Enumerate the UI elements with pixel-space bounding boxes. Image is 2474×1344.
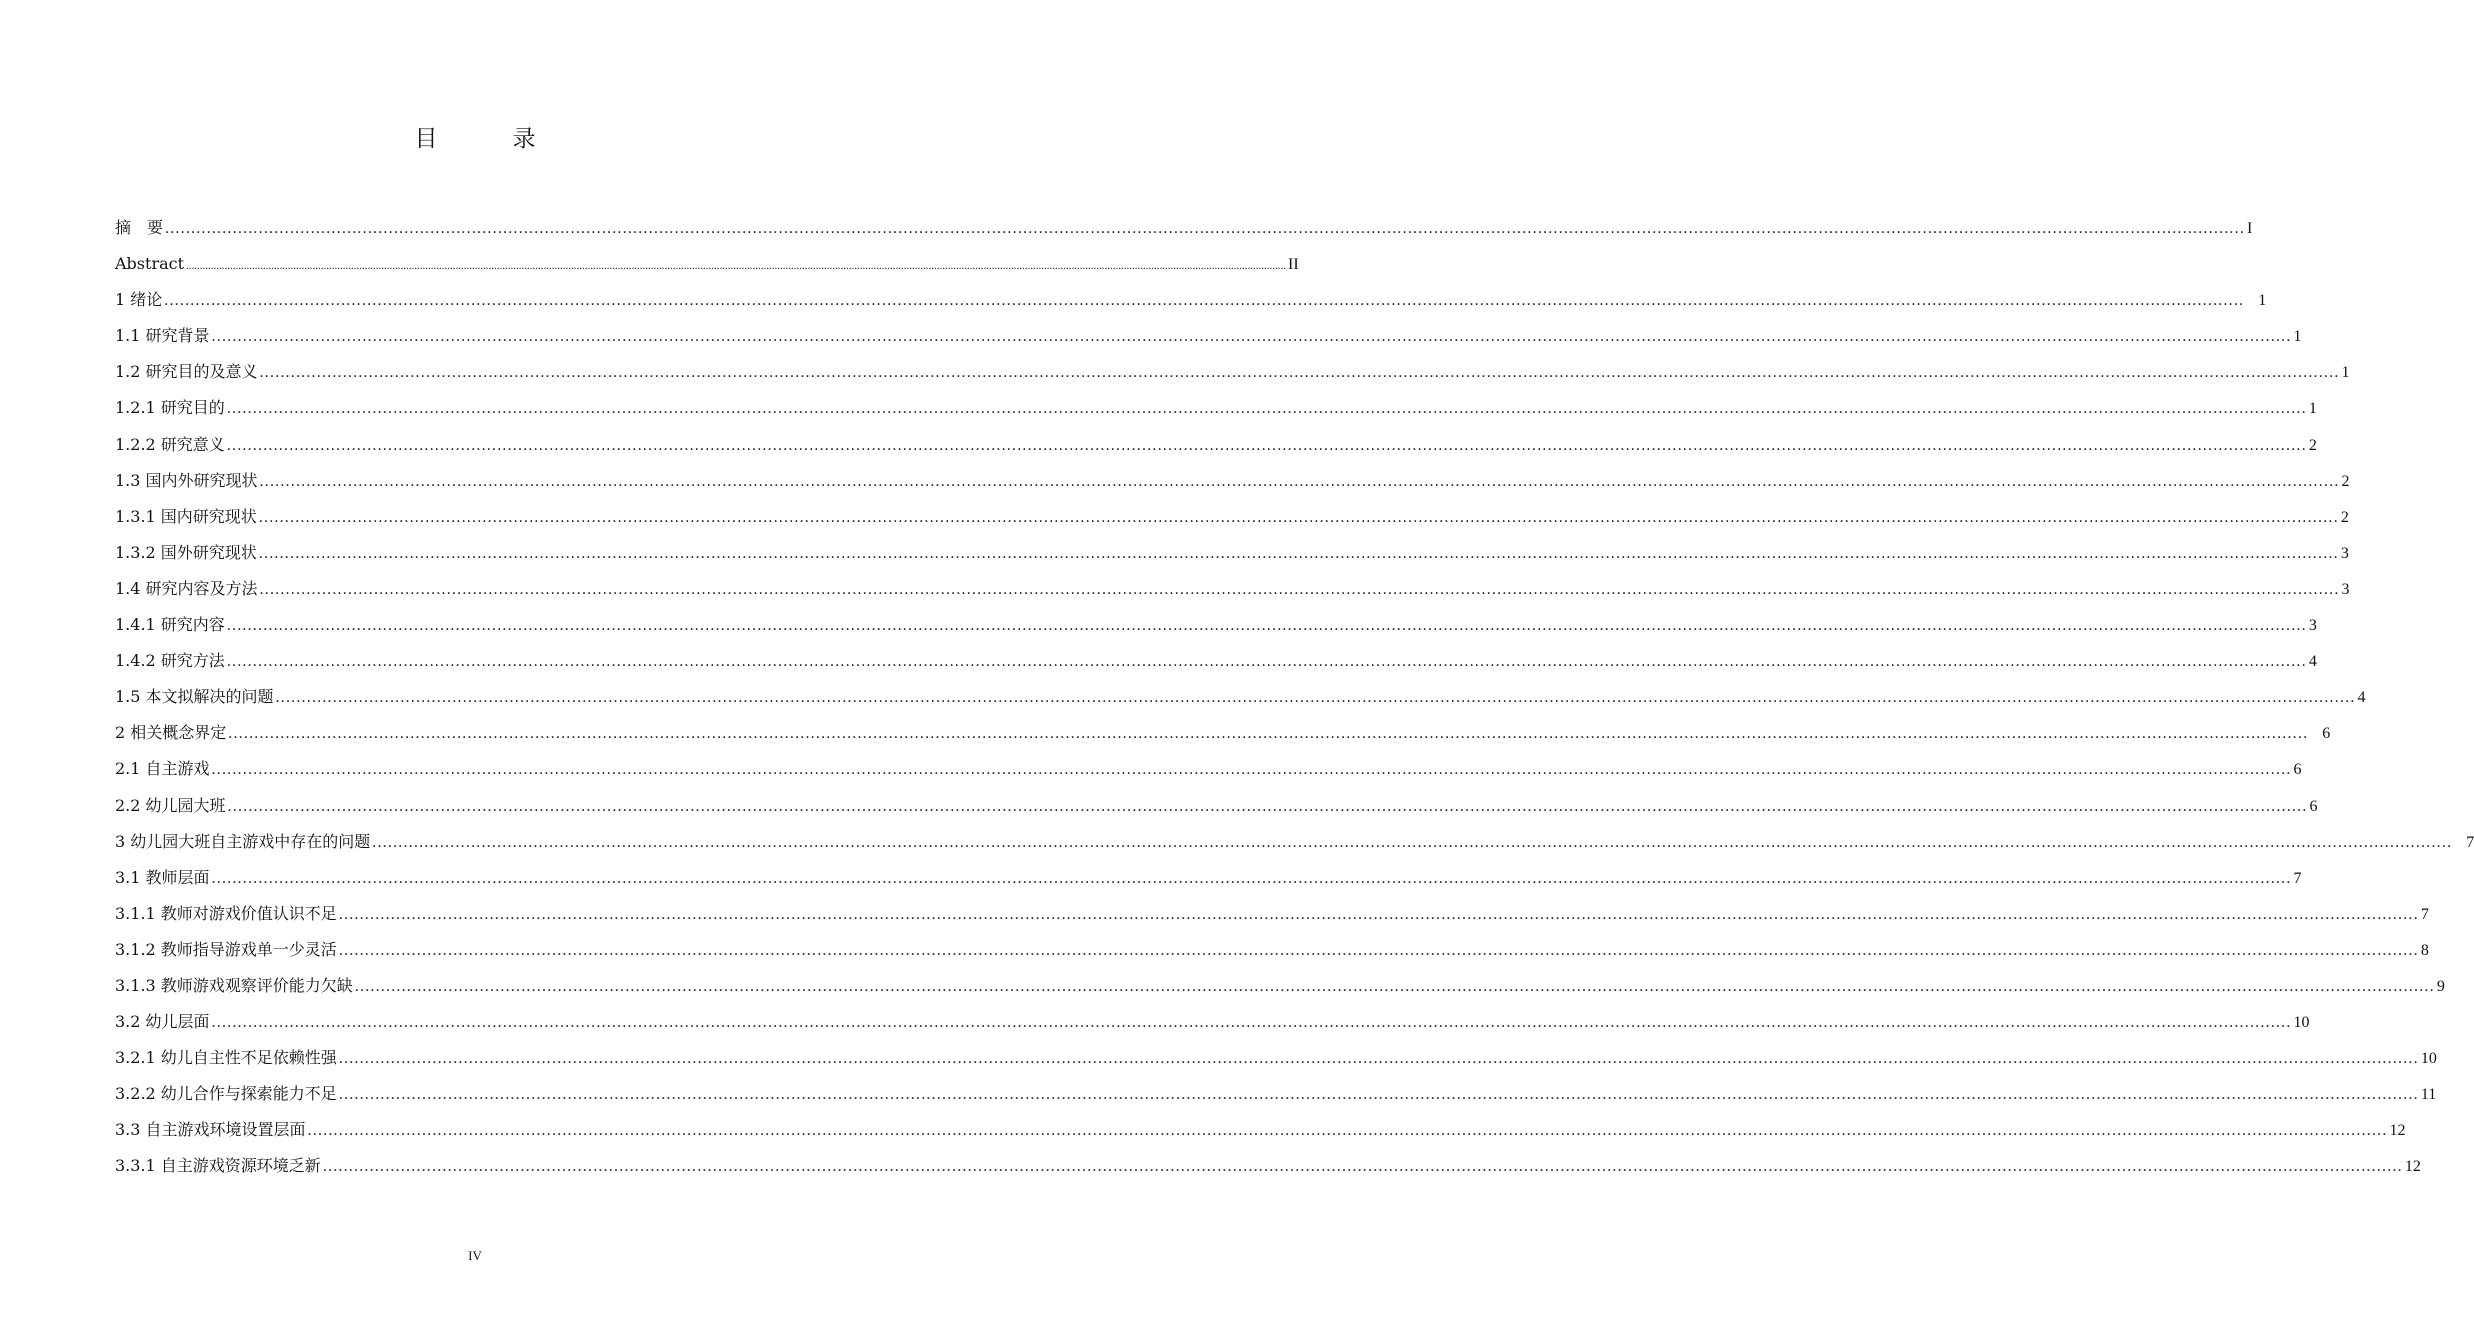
- toc-entry[interactable]: [115, 499, 2349, 535]
- dot-leader: ................................................................................................................................................................................................................................................................................................................................................................................................................: [354, 977, 2435, 995]
- dot-leader: ................................................................................................................................................................................................................................................................................................................................................................................................................: [275, 689, 2356, 707]
- toc-entry[interactable]: [115, 860, 2302, 896]
- toc-entry-page: 2: [2340, 508, 2349, 526]
- toc-entry[interactable]: [115, 1076, 2437, 1112]
- toc-entry[interactable]: [115, 282, 2267, 318]
- toc-entry[interactable]: [115, 246, 1299, 282]
- dot-leader: ................................................................................................................................................................................................................................................................................................................................................................................................................: [307, 1122, 2388, 1140]
- toc-entry[interactable]: [115, 932, 2429, 968]
- toc-entry[interactable]: [115, 643, 2317, 679]
- toc-entry[interactable]: [115, 715, 2331, 751]
- toc-entry-page: 2: [2341, 472, 2350, 490]
- dot-leader: ................................................................................................................................................................................................................................................................................................................................................................................................................: [322, 1158, 2403, 1176]
- dot-leader: ................................................................................................................................................................................................................................................................................................................................................................................................................: [338, 905, 2419, 923]
- toc-entry-page: 6: [2322, 725, 2331, 743]
- toc-entry-page: 6: [2293, 761, 2302, 779]
- toc-entry-page: 12: [2404, 1158, 2421, 1176]
- dot-leader: ................................................................................................................................................................................................................................................................................................................................................................................................................: [211, 328, 2292, 346]
- toc-entry-page: 1: [2308, 400, 2317, 418]
- toc-entry-page: 2: [2308, 436, 2317, 454]
- table-of-contents: [115, 210, 2474, 1185]
- toc-entry-label: 3.3 自主游戏环境设置层面: [115, 1120, 306, 1140]
- toc-entry-label: 1.4.2 研究方法: [115, 651, 225, 671]
- dot-leader: ................................................................................................................................................................................................................................................................................................................................................................................................................: [259, 364, 2340, 382]
- toc-entry-label: 2.2 幼儿园大班: [115, 795, 226, 815]
- toc-entry-label: 2 相关概念界定: [115, 723, 227, 743]
- toc-entry[interactable]: [115, 390, 2317, 426]
- toc-entry[interactable]: [115, 1004, 2310, 1040]
- toc-entry-label: 3.1.3 教师游戏观察评价能力欠缺: [115, 975, 353, 995]
- dot-leader: ................................................................................................................................................................................................................................................................................................................................................................................................................: [186, 260, 1287, 273]
- toc-entry-page: 3: [2341, 580, 2350, 598]
- dot-leader: ................................................................................................................................................................................................................................................................................................................................................................................................................: [258, 508, 2339, 526]
- toc-entry-label: 3.1.2 教师指导游戏单一少灵活: [115, 939, 337, 959]
- toc-entry-label: 3.2.2 幼儿合作与探索能力不足: [115, 1084, 337, 1104]
- toc-entry[interactable]: [115, 571, 2350, 607]
- toc-entry[interactable]: [115, 824, 2474, 860]
- dot-leader: ................................................................................................................................................................................................................................................................................................................................................................................................................: [226, 653, 2307, 671]
- toc-entry-page: 6: [2309, 797, 2318, 815]
- toc-entry-page: 1: [2341, 364, 2350, 382]
- dot-leader: ................................................................................................................................................................................................................................................................................................................................................................................................................: [165, 220, 2246, 237]
- toc-entry[interactable]: [115, 463, 2350, 499]
- page-number: IV: [468, 1248, 482, 1263]
- toc-entry[interactable]: [115, 607, 2317, 643]
- toc-entry-label: 1.1 研究背景: [115, 326, 210, 346]
- toc-entry[interactable]: [115, 788, 2318, 824]
- toc-entry-page: 11: [2420, 1086, 2437, 1104]
- toc-entry-label: 1.3 国内外研究现状: [115, 470, 258, 490]
- page-title: 目 录: [414, 126, 562, 152]
- dot-leader: ................................................................................................................................................................................................................................................................................................................................................................................................................: [338, 1050, 2419, 1068]
- dot-leader: ................................................................................................................................................................................................................................................................................................................................................................................................................: [211, 1014, 2292, 1032]
- toc-entry-label: Abstract: [115, 254, 185, 274]
- toc-entry-label: 1.5 本文拟解决的问题: [115, 687, 274, 707]
- dot-leader: ................................................................................................................................................................................................................................................................................................................................................................................................................: [211, 869, 2292, 887]
- toc-entry[interactable]: [115, 427, 2317, 463]
- toc-entry-label: 3.1 教师层面: [115, 867, 210, 887]
- dot-leader: ................................................................................................................................................................................................................................................................................................................................................................................................................: [372, 833, 2453, 851]
- toc-entry-label: 3.2 幼儿层面: [115, 1012, 210, 1032]
- toc-entry-page: 8: [2420, 941, 2429, 959]
- toc-entry-page: II: [1288, 256, 1299, 274]
- toc-entry-label: 1.4 研究内容及方法: [115, 578, 258, 598]
- toc-entry[interactable]: [115, 751, 2302, 787]
- toc-entry-page: 4: [2357, 689, 2366, 707]
- toc-entry[interactable]: [115, 318, 2302, 354]
- toc-entry[interactable]: [115, 354, 2350, 390]
- toc-entry-label: 摘 要: [115, 218, 164, 237]
- toc-entry[interactable]: [115, 679, 2366, 715]
- toc-entry-label: 1.2.1 研究目的: [115, 398, 225, 418]
- toc-entry-label: 3.2.1 幼儿自主性不足依赖性强: [115, 1048, 337, 1068]
- toc-entry-page: 7: [2420, 905, 2429, 923]
- toc-entry-page: 1: [2293, 328, 2302, 346]
- dot-leader: ................................................................................................................................................................................................................................................................................................................................................................................................................: [259, 472, 2340, 490]
- toc-entry[interactable]: [115, 210, 2253, 246]
- toc-entry-page: 4: [2308, 653, 2317, 671]
- toc-entry-page: 10: [2293, 1014, 2310, 1032]
- dot-leader: ................................................................................................................................................................................................................................................................................................................................................................................................................: [258, 544, 2339, 562]
- dot-leader: ................................................................................................................................................................................................................................................................................................................................................................................................................: [226, 617, 2307, 635]
- dot-leader: ................................................................................................................................................................................................................................................................................................................................................................................................................: [338, 1086, 2419, 1104]
- toc-entry-page: 3: [2308, 617, 2317, 635]
- toc-entry-page: 1: [2258, 292, 2267, 310]
- toc-entry-label: 3.1.1 教师对游戏价值认识不足: [115, 903, 337, 923]
- dot-leader: ................................................................................................................................................................................................................................................................................................................................................................................................................: [228, 725, 2309, 743]
- toc-entry[interactable]: [115, 1112, 2406, 1148]
- toc-entry-label: 2.1 自主游戏: [115, 759, 210, 779]
- dot-leader: ................................................................................................................................................................................................................................................................................................................................................................................................................: [226, 400, 2307, 418]
- dot-leader: ................................................................................................................................................................................................................................................................................................................................................................................................................: [226, 436, 2307, 454]
- toc-entry-label: 1.3.1 国内研究现状: [115, 506, 257, 526]
- toc-entry-page: 9: [2436, 977, 2445, 995]
- toc-entry-label: 1 绪论: [115, 290, 163, 310]
- dot-leader: ................................................................................................................................................................................................................................................................................................................................................................................................................: [227, 797, 2308, 815]
- toc-entry-page: 10: [2420, 1050, 2437, 1068]
- toc-entry-label: 1.2.2 研究意义: [115, 434, 225, 454]
- toc-entry-page: I: [2247, 220, 2253, 237]
- toc-entry-label: 1.4.1 研究内容: [115, 615, 225, 635]
- toc-entry-page: 12: [2389, 1122, 2406, 1140]
- toc-entry-label: 1.2 研究目的及意义: [115, 362, 258, 382]
- toc-entry[interactable]: [115, 896, 2429, 932]
- dot-leader: ................................................................................................................................................................................................................................................................................................................................................................................................................: [259, 580, 2340, 598]
- dot-leader: ................................................................................................................................................................................................................................................................................................................................................................................................................: [164, 292, 2245, 310]
- toc-entry-page: 7: [2466, 833, 2474, 851]
- toc-entry-label: 3.3.1 自主游戏资源环境乏新: [115, 1156, 321, 1176]
- dot-leader: ................................................................................................................................................................................................................................................................................................................................................................................................................: [211, 761, 2292, 779]
- toc-entry-label: 3 幼儿园大班自主游戏中存在的问题: [115, 831, 371, 851]
- toc-entry-label: 1.3.2 国外研究现状: [115, 542, 257, 562]
- dot-leader: ................................................................................................................................................................................................................................................................................................................................................................................................................: [338, 941, 2419, 959]
- toc-entry[interactable]: [115, 968, 2445, 1004]
- toc-entry[interactable]: [115, 1148, 2421, 1184]
- toc-entry-page: 3: [2340, 544, 2349, 562]
- toc-entry-page: 7: [2293, 869, 2302, 887]
- toc-entry[interactable]: [115, 1040, 2437, 1076]
- toc-entry[interactable]: [115, 535, 2349, 571]
